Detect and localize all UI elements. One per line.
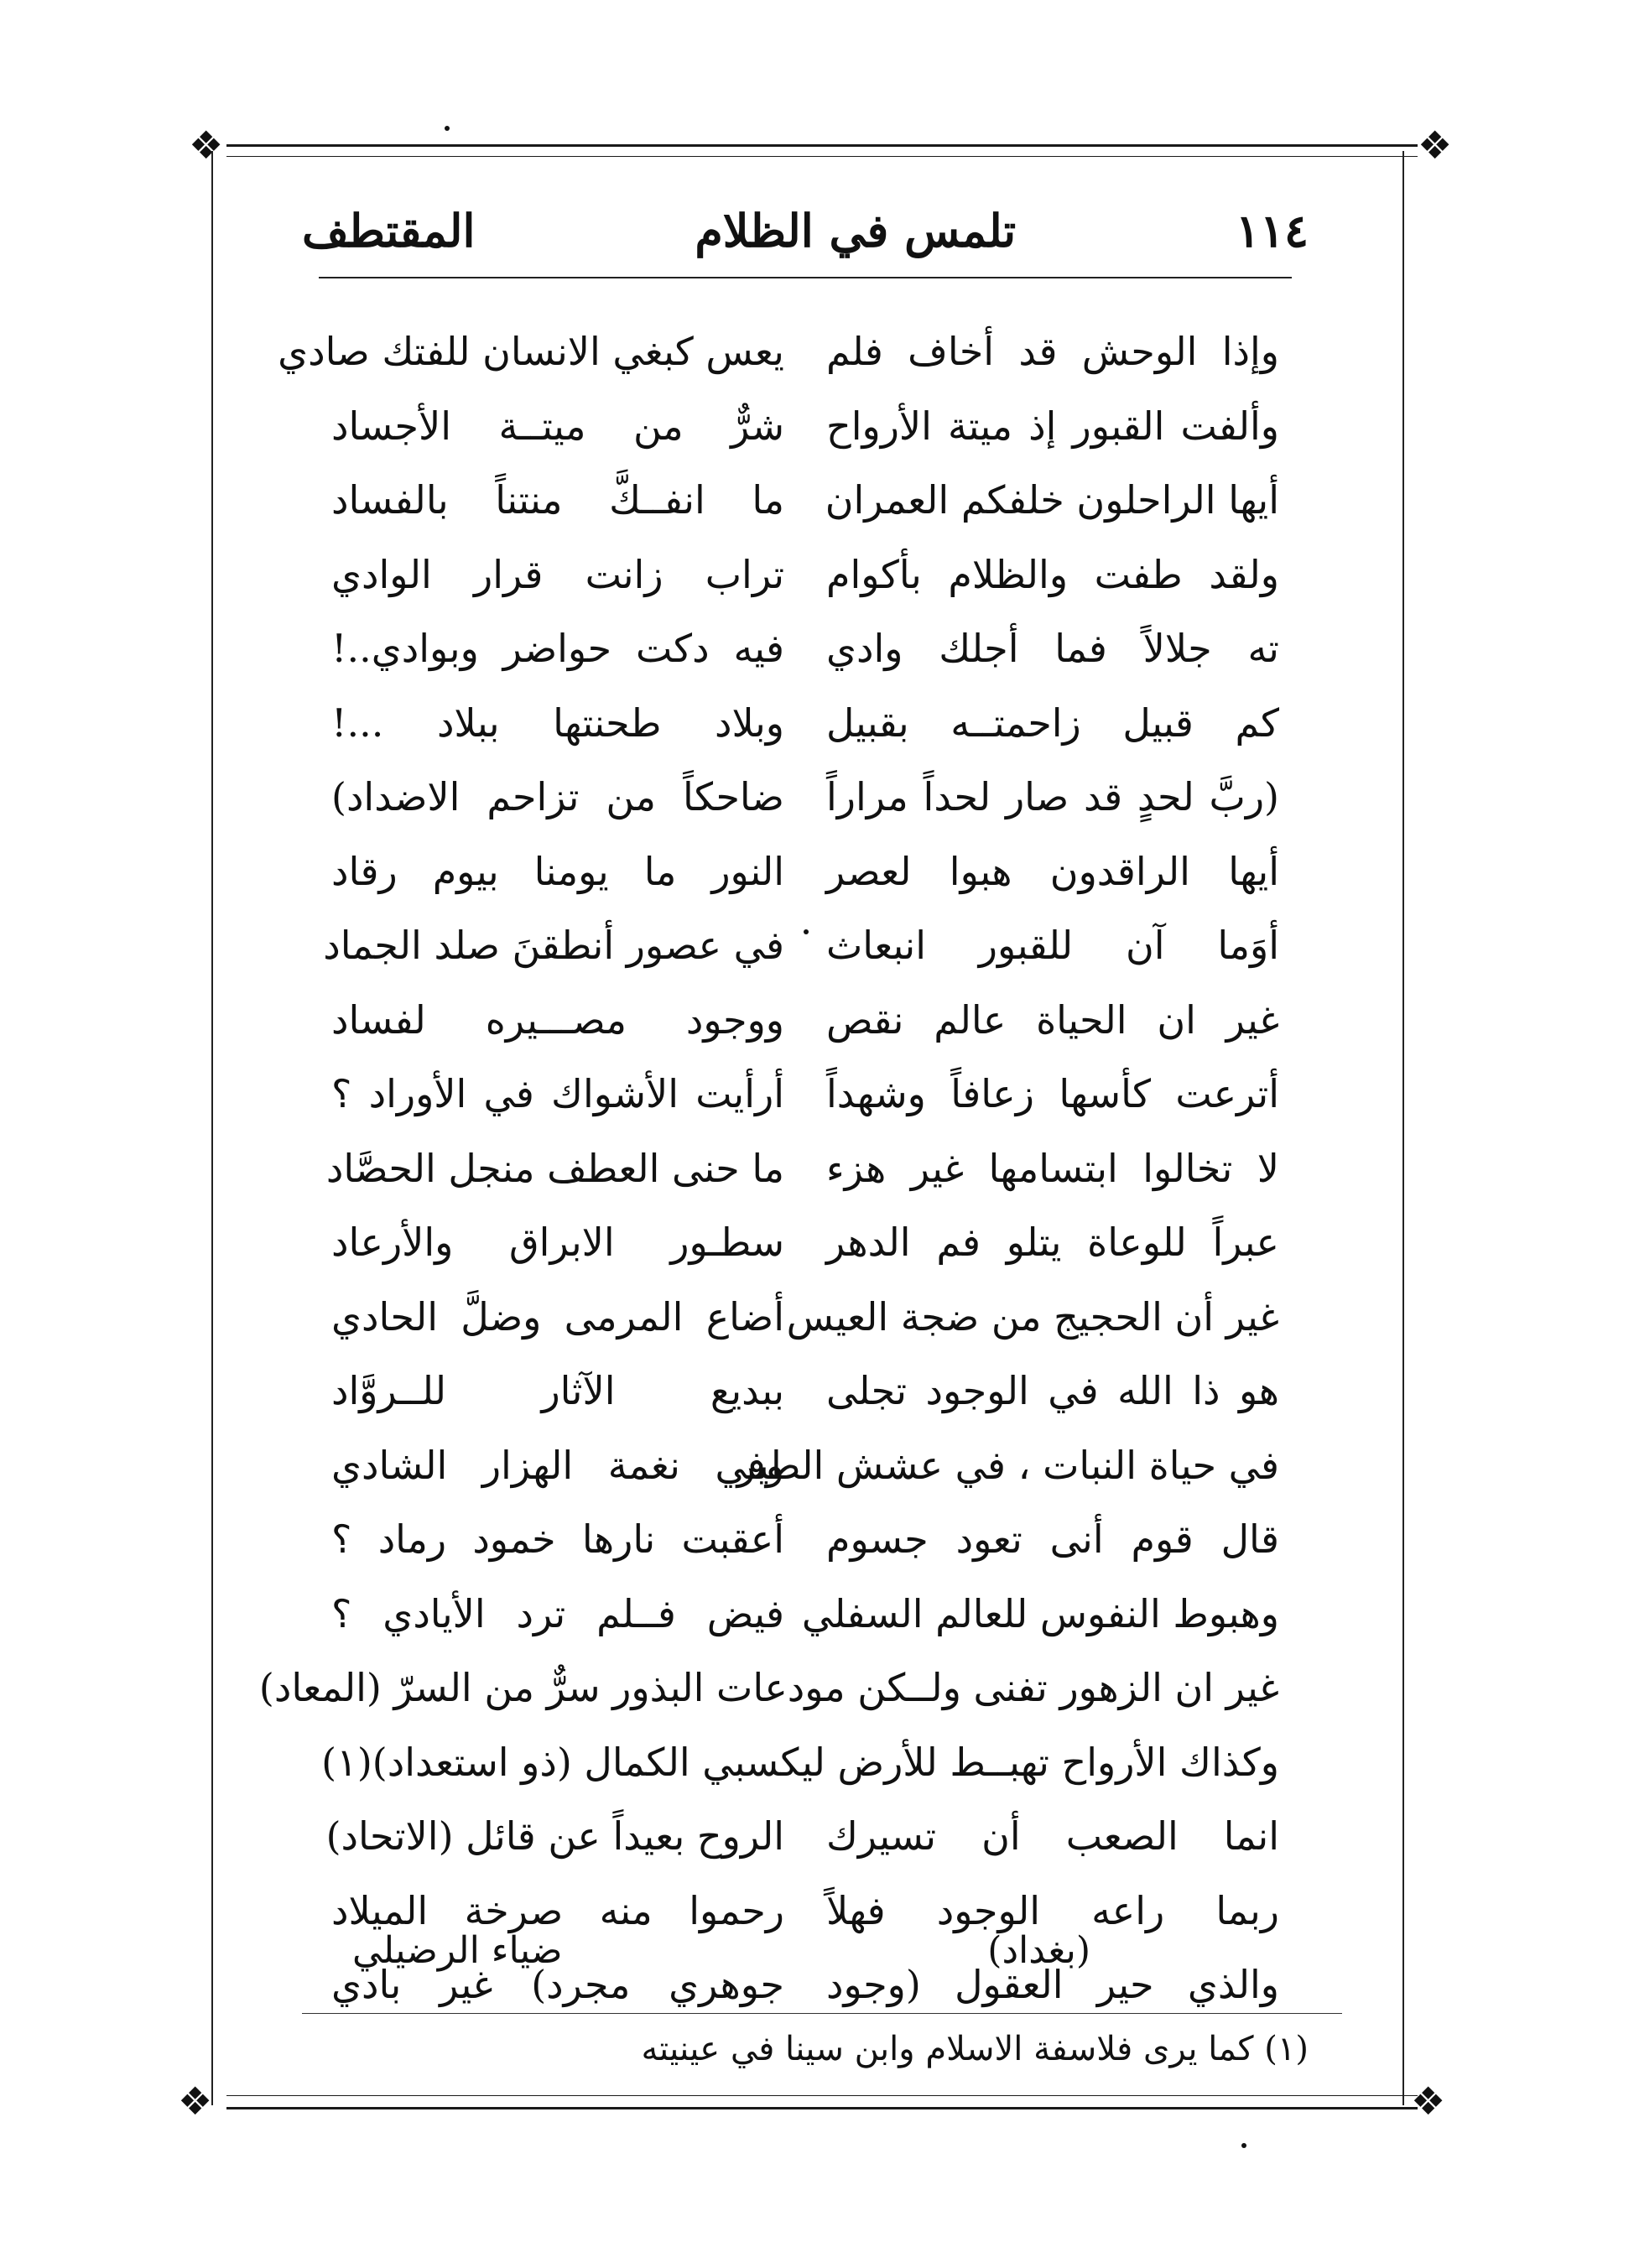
hemistich-right: ولقد طفت والظلام بأكوام bbox=[826, 551, 1279, 597]
hemistich-right: والذي حير العقول (وجود bbox=[826, 1962, 1279, 2008]
verse bbox=[331, 463, 1279, 538]
footnote-rule bbox=[302, 2013, 1342, 2014]
footnote: (١) كما يرى فلاسفة الاسلام وابن سينا في عينيته bbox=[641, 2030, 1309, 2068]
running-header bbox=[302, 197, 1309, 264]
bottom-rule-inner bbox=[226, 2095, 1418, 2096]
hemistich-right: انما الصعب أن تسيرك bbox=[826, 1813, 1279, 1860]
hemistich-left: في عصور أنطقنَ صلد الجماد bbox=[323, 923, 784, 969]
ink-speck bbox=[804, 929, 809, 934]
ornament-top-right: ❖ bbox=[1418, 122, 1453, 168]
ornament-bottom-right: ❖ bbox=[1411, 2078, 1446, 2124]
verse bbox=[323, 908, 1279, 983]
journal-name: المقتطف bbox=[302, 204, 476, 257]
ornament-bottom-left: ❖ bbox=[178, 2078, 213, 2124]
hemistich-left: يعس كبغي الانسان للفتك صادي bbox=[278, 329, 784, 375]
full-verse-line bbox=[258, 1651, 1279, 1725]
hemistich-left: ببديع الآثار للــروَّاد bbox=[331, 1368, 784, 1414]
hemistich-left: شرٌّ من ميتــة الأجساد bbox=[331, 403, 784, 449]
verse bbox=[331, 1057, 1279, 1131]
hemistich-left: ووجود مصـــيره لفساد bbox=[331, 996, 784, 1043]
hemistich-right: لا تخالوا ابتسامها غير هزء bbox=[826, 1145, 1279, 1191]
verse bbox=[331, 686, 1279, 761]
full-verse-text: غير ان الزهور تفنى ولــكن مودعات البذور سرٌّ من السرّ (المعاد) bbox=[258, 1665, 1279, 1711]
hemistich-left: فيض فــلم ترد الأيادي ؟ bbox=[331, 1590, 784, 1636]
verse bbox=[331, 1502, 1279, 1577]
hemistich-left: جوهري مجرد) غير بادي bbox=[331, 1962, 784, 2008]
verse bbox=[331, 1205, 1279, 1280]
hemistich-left: تراب زانت قرار الوادي bbox=[331, 551, 784, 597]
bottom-rule-outer bbox=[226, 2107, 1418, 2109]
header-rule bbox=[319, 277, 1292, 278]
hemistich-right: عبراً للوعاة يتلو فم الدهر bbox=[826, 1220, 1279, 1266]
full-verse-line bbox=[321, 1725, 1279, 1800]
ink-speck bbox=[1241, 2143, 1246, 2148]
ornament-top-left: ❖ bbox=[189, 122, 224, 168]
page-number: ١١٤ bbox=[1235, 204, 1309, 257]
signature-author: ضياء الرضيلي bbox=[352, 1929, 563, 1972]
hemistich-left: النور ما يومنا بيوم رقاد bbox=[331, 848, 784, 894]
verse bbox=[325, 1131, 1279, 1206]
hemistich-right: كم قبيل زاحمتــه بقبيل bbox=[826, 700, 1279, 746]
left-margin-line bbox=[211, 151, 213, 2105]
hemistich-right: أوَما آن للقبور انبعاث bbox=[826, 923, 1279, 969]
hemistich-right: (ربَّ لحدٍ قد صار لحداً مراراً bbox=[826, 774, 1279, 820]
poem-body bbox=[258, 315, 1279, 2022]
full-verse-text: وكذاك الأرواح تهبــط للأرض ليكسبي الكمال (ذو استعداد)(١) bbox=[321, 1739, 1279, 1785]
hemistich-left: ما حنى العطف منجل الحصَّاد bbox=[325, 1145, 784, 1191]
verse bbox=[331, 1280, 1279, 1355]
verse bbox=[325, 1799, 1279, 1874]
hemistich-left: أضاع المرمى وضلَّ الحادي bbox=[331, 1293, 784, 1339]
hemistich-right: غير أن الحجيج من ضجة العيس bbox=[786, 1293, 1279, 1339]
hemistich-right: وإذا الوحش قد أخاف فلم bbox=[826, 329, 1279, 375]
hemistich-right: أيها الراحلون خلفكم العمران bbox=[825, 477, 1279, 523]
hemistich-left: سطـور الابراق والأرعاد bbox=[331, 1220, 784, 1266]
verse bbox=[278, 315, 1279, 389]
hemistich-left: أعقبت نارها خمود رماد ؟ bbox=[331, 1516, 784, 1563]
signature bbox=[352, 1929, 1191, 1972]
hemistich-left: وبلاد طحنتها ببلاد ...! bbox=[331, 700, 784, 746]
verse bbox=[331, 611, 1279, 686]
hemistich-right: غير ان الحياة عالم نقص bbox=[826, 996, 1279, 1043]
hemistich-right: وألفت القبور إذ ميتة الأرواح bbox=[826, 403, 1279, 449]
right-margin-line bbox=[1402, 151, 1404, 2105]
hemistich-right: هو ذا الله في الوجود تجلى bbox=[826, 1368, 1279, 1414]
hemistich-left: ضاحكاً من تزاحم الاضداد) bbox=[331, 774, 784, 820]
verse bbox=[331, 1428, 1279, 1503]
signature-place: (بغداد) bbox=[987, 1929, 1090, 1972]
verse bbox=[331, 760, 1279, 835]
top-rule-outer bbox=[226, 144, 1418, 147]
verse bbox=[331, 538, 1279, 612]
verse bbox=[331, 389, 1279, 464]
hemistich-left: الروح بعيداً عن قائل (الاتحاد) bbox=[325, 1813, 784, 1860]
hemistich-right: ته جلالاً فما أجلك وادي bbox=[826, 626, 1279, 672]
hemistich-right: أترعت كأسها زعافاً وشهداً bbox=[826, 1071, 1279, 1117]
hemistich-left: فيه دكت حواضر وبوادي..! bbox=[331, 626, 784, 672]
hemistich-left: رحموا منه صرخة الميلاد bbox=[331, 1887, 784, 1933]
article-title: تلمس في الظلام bbox=[695, 204, 1017, 257]
verse bbox=[331, 835, 1279, 909]
verse bbox=[331, 1354, 1279, 1428]
hemistich-left: ما انفــكَّ منتناً بالفساد bbox=[331, 477, 784, 523]
verse bbox=[331, 1577, 1279, 1652]
hemistich-right: وهبوط النفوس للعالم السفلي bbox=[801, 1590, 1279, 1636]
hemistich-right: في حياة النبات ، في عشش الطير bbox=[736, 1442, 1279, 1488]
hemistich-right: ربما راعه الوجود فهلاً bbox=[826, 1887, 1279, 1933]
hemistich-right: أيها الراقدون هبوا لعصر bbox=[826, 848, 1279, 894]
hemistich-left: أرأيت الأشواك في الأوراد ؟ bbox=[331, 1071, 784, 1117]
ink-speck bbox=[445, 126, 450, 131]
hemistich-right: قال قوم أنى تعود جسوم bbox=[826, 1516, 1279, 1563]
hemistich-left: وفي نغمة الهزار الشادي bbox=[331, 1442, 784, 1488]
verse bbox=[331, 983, 1279, 1058]
top-rule-inner bbox=[226, 156, 1418, 157]
